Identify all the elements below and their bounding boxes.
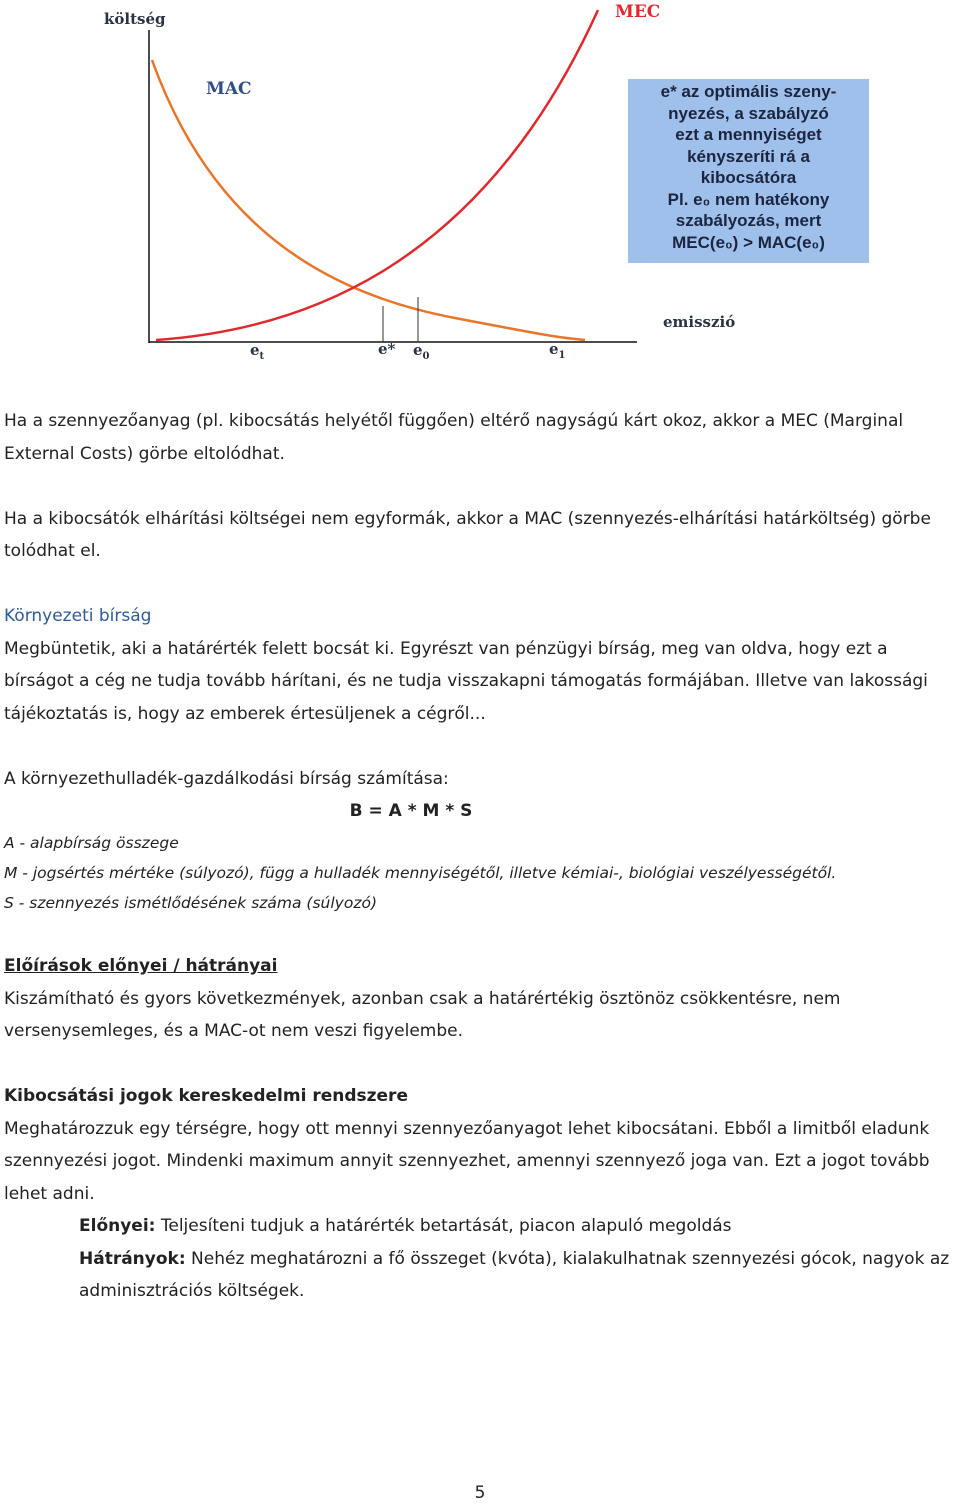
advantages-label: Előnyei: <box>79 1216 156 1236</box>
paragraph-regulations: Kiszámítható és gyors következmények, azonban csak a határértékig ösztönöz csökkentésre, nem versenysemleges, és a MAC-ot nem veszi figyelembe. <box>4 988 841 1041</box>
mac-label: MAC <box>206 79 252 99</box>
heading-emission-trading: Kibocsátási jogok kereskedelmi rendszere <box>4 1086 408 1106</box>
disadvantages-line <box>4 1243 958 1308</box>
heading-environmental-fine: Környezeti bírság <box>4 606 152 626</box>
box-line: ezt a mennyiséget <box>675 125 822 144</box>
explanation-box <box>628 79 869 263</box>
disadvantages-label: Hátrányok: <box>79 1248 186 1269</box>
paragraph-mac-shift: Ha a kibocsátók elhárítási költségei nem egyformák, akkor a MAC (szennyezés-elhárítási határköltség) görbe tolódhat el. <box>4 508 931 561</box>
box-line: MEC(e₀) > MAC(e₀) <box>672 232 825 252</box>
explanation-text <box>628 81 869 253</box>
box-line: kibocsátóra <box>700 168 797 187</box>
fine-formula: B = A * M * S <box>349 801 473 821</box>
box-line: nyezés, a szabályzó <box>668 103 829 123</box>
tick-e1: $e_1$ <box>549 340 566 361</box>
paragraph-mec-shift: Ha a szennyezőanyag (pl. kibocsátás helyétől függően) eltérő nagyságú kárt okoz, akkor a MEC (Marginal External Costs) görbe eltolódhat. <box>4 411 904 464</box>
tick-e-star: e* <box>378 340 396 358</box>
tick-et: $e_t$ <box>250 341 265 362</box>
box-line: kényszeríti rá a <box>687 146 810 166</box>
paragraph-fine: Megbüntetik, aki a határérték felett bocsát ki. Egyrészt van pénzügyi bírság, meg van oldva, hogy ezt a bírságot a cég ne tudja tovább hárítani, és ne tudja visszakapni támogatás formájában. Illetve van lakossági tájékoztatás is, hogy az emberek értesüljenek a cégről... <box>4 638 928 724</box>
paragraph-fine-calc: A környezethulladék-gazdálkodási bírság számítása: <box>4 768 449 789</box>
mec-curve <box>156 10 598 340</box>
y-axis-label: költség <box>104 10 166 28</box>
page-number: 5 <box>474 1483 486 1503</box>
document-body <box>4 405 958 1308</box>
x-axis-label: emisszió <box>663 313 736 331</box>
box-line: e* az optimális szeny- <box>660 82 837 101</box>
advantages-line <box>4 1210 958 1243</box>
mec-mac-figure <box>0 0 960 370</box>
paragraph-emission-trading: Meghatározzuk egy térségre, hogy ott mennyi szennyezőanyagot lehet kibocsátani. Ebből a limitből eladunk szennyezési jogot. Mindenki maximum annyit szennyezhet, amennyi szennyező joga van. Ezt a jogot tovább lehet adni. <box>4 1118 930 1204</box>
mec-label: MEC <box>615 2 661 22</box>
definition-a: A - alapbírság összege <box>4 833 179 852</box>
box-line: Pl. e₀ nem hatékony <box>667 189 830 209</box>
definition-m: M - jogsértés mértéke (súlyozó), függ a hulladék mennyiségétől, illetve kémiai-, biológiai veszélyességétől. <box>4 863 837 882</box>
disadvantages-text: Nehéz meghatározni a fő összeget (kvóta), kialakulhatnak szennyezési gócok, nagyok az adminisztrációs költségek. <box>79 1248 950 1301</box>
tick-e0: $e_0$ <box>413 341 430 362</box>
mac-curve <box>152 60 585 340</box>
heading-regulations: Előírások előnyei / hátrányai <box>4 956 278 976</box>
definition-s: S - szennyezés ismétlődésének száma (súlyozó) <box>4 893 378 912</box>
box-line: szabályozás, mert <box>675 211 822 230</box>
advantages-text: Teljesíteni tudjuk a határérték betartását, piacon alapuló megoldás <box>155 1216 732 1236</box>
